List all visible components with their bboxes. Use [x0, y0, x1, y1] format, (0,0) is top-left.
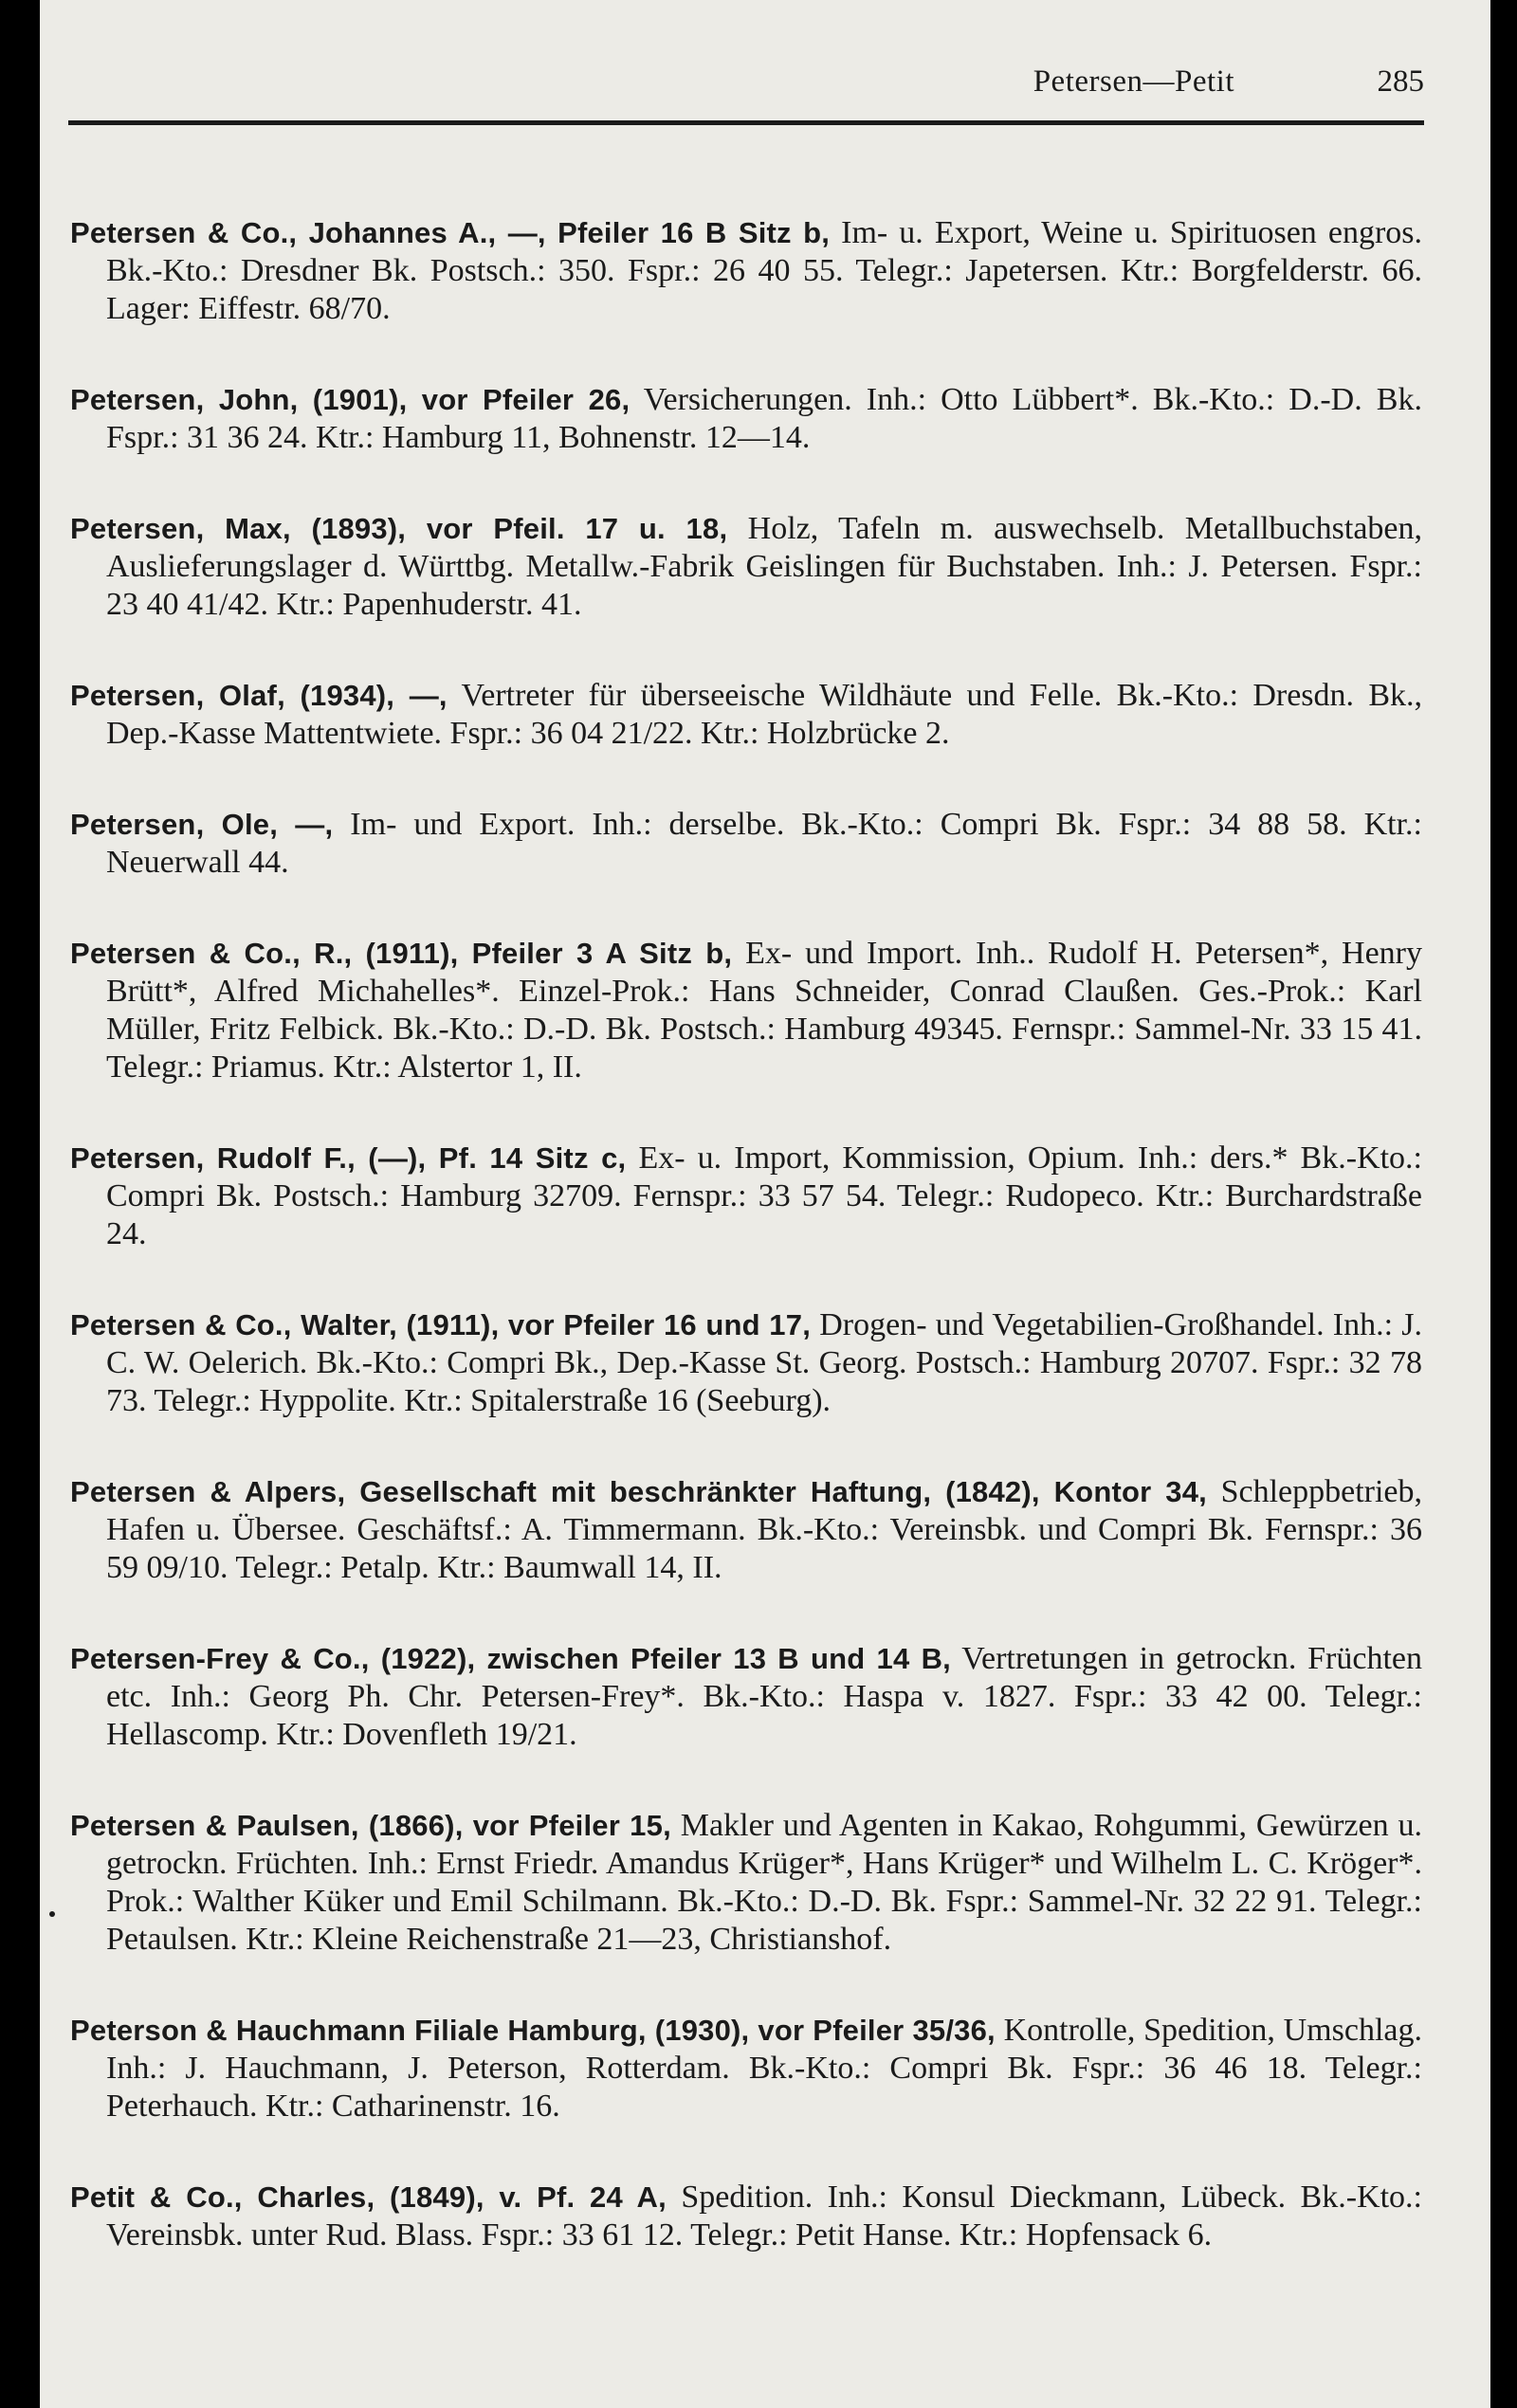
entry-petersen-frey	[70, 1640, 1422, 1754]
entry-firm: Petersen & Co., Walter, (1911), vor Pfeiler 16 und 17,	[70, 1308, 812, 1341]
entry-peterson-hauchmann	[70, 2012, 1422, 2125]
entry-petersen-olaf	[70, 677, 1422, 753]
entry-text: Versicherungen. Inh.: Otto Lübbert*. Bk.-Kto.: D.-D. Bk. Fspr.: 31 36 24. Ktr.: Hamburg 11, Bohnenstr. 12—14.	[106, 382, 1422, 455]
entry-petersen-john	[70, 381, 1422, 457]
entry-firm: Petersen & Co., R., (1911), Pfeiler 3 A Sitz b,	[70, 937, 733, 970]
entry-petit-charles	[70, 2179, 1422, 2254]
entry-firm: Petersen, Rudolf F., (—), Pf. 14 Sitz c,	[70, 1141, 627, 1175]
entry-petersen-johannes	[70, 214, 1422, 328]
entry-firm: Petersen, John, (1901), vor Pfeiler 26,	[70, 383, 631, 416]
entry-petersen-r	[70, 935, 1422, 1086]
entry-petersen-max	[70, 510, 1422, 624]
entry-firm: Petersen-Frey & Co., (1922), zwischen Pfeiler 13 B und 14 B,	[70, 1642, 951, 1675]
entry-text: Vertreter für überseeische Wildhäute und Felle. Bk.-Kto.: Dresdn. Bk., Dep.-Kasse Mattentwiete. Fspr.: 36 04 21/22. Ktr.: Holzbrücke 2.	[106, 678, 1422, 751]
entry-text: Makler und Agenten in Kakao, Rohgummi, Gewürzen u. getrockn. Früchten. Inh.: Ernst Friedr. Amandus Krüger*, Hans Krüger* und Wilhelm L. C. Kröger*. Prok.: Walther Küker und Emil Schilmann. Bk.-Kto.: D.-D. Bk. Fspr.: Sammel-Nr. 32 22 91. Telegr.: Petaulsen. Ktr.: Kleine Reichenstraße 21—23, Christianshof.	[106, 1808, 1423, 1957]
entry-petersen-ole	[70, 806, 1422, 882]
entry-text: Ex- und Import. Inh.. Rudolf H. Petersen*, Henry Brütt*, Alfred Michahelles*. Einzel-Prok.: Hans Schneider, Conrad Claußen. Ges.-Prok.: Karl Müller, Fritz Felbick. Bk.-Kto.: D.-D. Bk. Postsch.: Hamburg 49345. Fernspr.: Sammel-Nr. 33 15 41. Telegr.: Priamus. Ktr.: Alstertor 1, II.	[106, 936, 1423, 1085]
entry-text: Drogen- und Vegetabilien-Großhandel. Inh.: J. C. W. Oelerich. Bk.-Kto.: Compri Bk., Dep.-Kasse St. Georg. Postsch.: Hamburg 20707. Fspr.: 32 78 73. Telegr.: Hyppolite. Ktr.: Spitalerstraße 16 (Seeburg).	[106, 1307, 1423, 1418]
entry-firm: Petersen, Ole, —,	[70, 808, 334, 841]
entry-text: Im- u. Export, Weine u. Spirituosen engros. Bk.-Kto.: Dresdner Bk. Postsch.: 350. Fspr.: 26 40 55. Telegr.: Japetersen. Ktr.: Borgfelderstr. 66. Lager: Eiffestr. 68/70.	[106, 215, 1423, 326]
margin-mark	[49, 1911, 55, 1917]
entry-firm: Petersen & Paulsen, (1866), vor Pfeiler 15,	[70, 1809, 671, 1842]
header-rule	[68, 120, 1424, 125]
entry-text: Holz, Tafeln m. auswechselb. Metallbuchstaben, Auslieferungslager d. Württbg. Metallw.-Fabrik Geislingen für Buchstaben. Inh.: J. Petersen. Fspr.: 23 40 41/42. Ktr.: Papenhuderstr. 41.	[106, 511, 1422, 622]
entry-petersen-alpers	[70, 1473, 1422, 1587]
entry-firm: Petersen & Alpers, Gesellschaft mit beschränkter Haftung, (1842), Kontor 34,	[70, 1475, 1207, 1508]
entry-petersen-paulsen	[70, 1807, 1422, 1959]
entry-text: Vertretungen in getrockn. Früchten etc. Inh.: Georg Ph. Chr. Petersen-Frey*. Bk.-Kto.: Haspa v. 1827. Fspr.: 33 42 00. Telegr.: Hellascomp. Ktr.: Dovenfleth 19/21.	[106, 1641, 1422, 1752]
page-number: 285	[1377, 64, 1424, 99]
entry-firm: Petersen, Max, (1893), vor Pfeil. 17 u. 18,	[70, 512, 728, 545]
page-header	[66, 64, 1424, 112]
entry-petersen-walter	[70, 1306, 1422, 1420]
entry-text: Ex- u. Import, Kommission, Opium. Inh.: ders.* Bk.-Kto.: Compri Bk. Postsch.: Hamburg 32709. Fernspr.: 33 57 54. Telegr.: Rudopeco. Ktr.: Burchardstraße 24.	[106, 1140, 1422, 1251]
entry-text: Schleppbetrieb, Hafen u. Übersee. Geschäftsf.: A. Timmermann. Bk.-Kto.: Vereinsbk. und Compri Bk. Fernspr.: 36 59 09/10. Telegr.: Petalp. Ktr.: Baumwall 14, II.	[106, 1474, 1423, 1585]
entry-firm: Petersen & Co., Johannes A., —, Pfeiler 16 B Sitz b,	[70, 216, 831, 249]
entry-list	[70, 182, 1422, 2254]
entry-firm: Petit & Co., Charles, (1849), v. Pf. 24 A,	[70, 2180, 667, 2214]
entry-petersen-rudolf	[70, 1140, 1422, 1253]
directory-page	[40, 0, 1490, 2408]
entry-firm: Petersen, Olaf, (1934), —,	[70, 679, 448, 712]
running-head: Petersen—Petit	[1033, 64, 1234, 99]
entry-text: Spedition. Inh.: Konsul Dieckmann, Lübeck. Bk.-Kto.: Vereinsbk. unter Rud. Blass. Fspr.: 33 61 12. Telegr.: Petit Hanse. Ktr.: Hopfensack 6.	[106, 2180, 1422, 2253]
entry-text: Kontrolle, Spedition, Umschlag. Inh.: J. Hauchmann, J. Peterson, Rotterdam. Bk.-Kto.: Compri Bk. Fspr.: 36 46 18. Telegr.: Peterhauch. Ktr.: Catharinenstr. 16.	[106, 2013, 1422, 2124]
entry-text: Im- und Export. Inh.: derselbe. Bk.-Kto.: Compri Bk. Fspr.: 34 88 58. Ktr.: Neuerwall 44.	[106, 807, 1422, 880]
entry-firm: Peterson & Hauchmann Filiale Hamburg, (1930), vor Pfeiler 35/36,	[70, 2014, 996, 2047]
